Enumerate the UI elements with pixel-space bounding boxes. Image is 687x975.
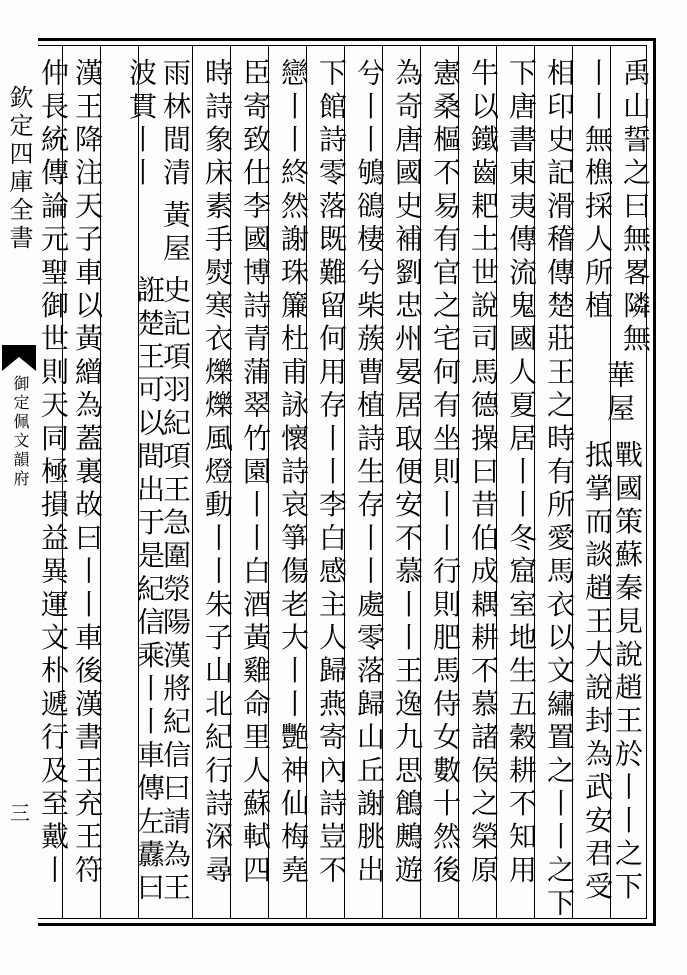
volume-title: 御定佩文韻府 xyxy=(11,375,30,489)
text-column: 時詩象床素手熨寒衣爍爍風燈動丨丨朱子山北紀行詩深尋 xyxy=(201,58,234,888)
inline-note: 史記項羽紀項王急圍滎陽漢將紀信曰請為王 xyxy=(159,275,192,906)
text-column: 漢王降注天子車以黃繒為蓋裏故曰丨丨車後漢書王充王符 xyxy=(71,58,104,888)
inline-note: 戰國策蘇秦見說趙王於丨丨之下 xyxy=(611,440,644,905)
text-column: 雨林間清 xyxy=(159,58,192,191)
inline-note: 誑楚王可以間出于是紀信乘丨丨車傳左纛曰 xyxy=(133,275,166,906)
book-title: 欽定四庫全書 xyxy=(5,85,33,253)
margin-strip xyxy=(0,45,38,919)
heading-huang-wu: 黃屋 xyxy=(159,200,192,267)
text-column: 相印史記滑稽傳楚莊王之時有所愛馬衣以文繡置之丨丨之下 xyxy=(543,58,576,922)
fishtail-mark-icon xyxy=(2,345,36,371)
column-rule xyxy=(192,45,193,919)
text-column: 牛以鐵齒耙土世說司馬德操曰昔伯成耦耕不慕諸侯之榮原 xyxy=(467,58,500,888)
page-number: 三 xyxy=(10,801,30,825)
text-column: 下館詩零落既難留何用存丨丨李白感主人歸燕寄內詩豈不 xyxy=(315,58,348,888)
text-column: 為奇唐國史補劉忠州晏居取便安不慕丨丨王逸九思鶬鶊遊 xyxy=(391,58,424,888)
text-column: 仲長統傳論元聖御世則天同極損益異運文朴遞行及至戴丨 xyxy=(37,58,70,888)
text-column: 下唐書東夷傳流鬼國人夏居丨丨冬窟室地生五穀耕不知用 xyxy=(505,58,538,888)
inline-note: 抵掌而談趙王大說封為武安君受 xyxy=(581,440,614,905)
heading-hua-wu: 華屋 xyxy=(603,360,636,427)
text-column: 波貫丨丨 xyxy=(125,58,158,191)
text-column: 兮丨丨鴝鵒棲兮柴蔟曹植詩生存丨丨處零落歸山丘謝朓出 xyxy=(353,58,386,888)
text-column: 戀丨丨終然謝珠簾杜甫詠懷詩哀箏傷老大丨丨艷神仙梅堯 xyxy=(277,58,310,888)
text-column: 臣寄致仕李國博詩青蒲翠竹園丨丨白酒黃雞命里人蘇軾四 xyxy=(239,58,272,888)
text-column: 憲桑樞不易有官之宅何有坐則丨丨行則肥馬侍女數十然後 xyxy=(429,58,462,888)
text-column: 丨丨無樵採人所植 xyxy=(581,58,614,324)
text-column: 禹山誓之曰無畧隣無 xyxy=(619,58,652,357)
